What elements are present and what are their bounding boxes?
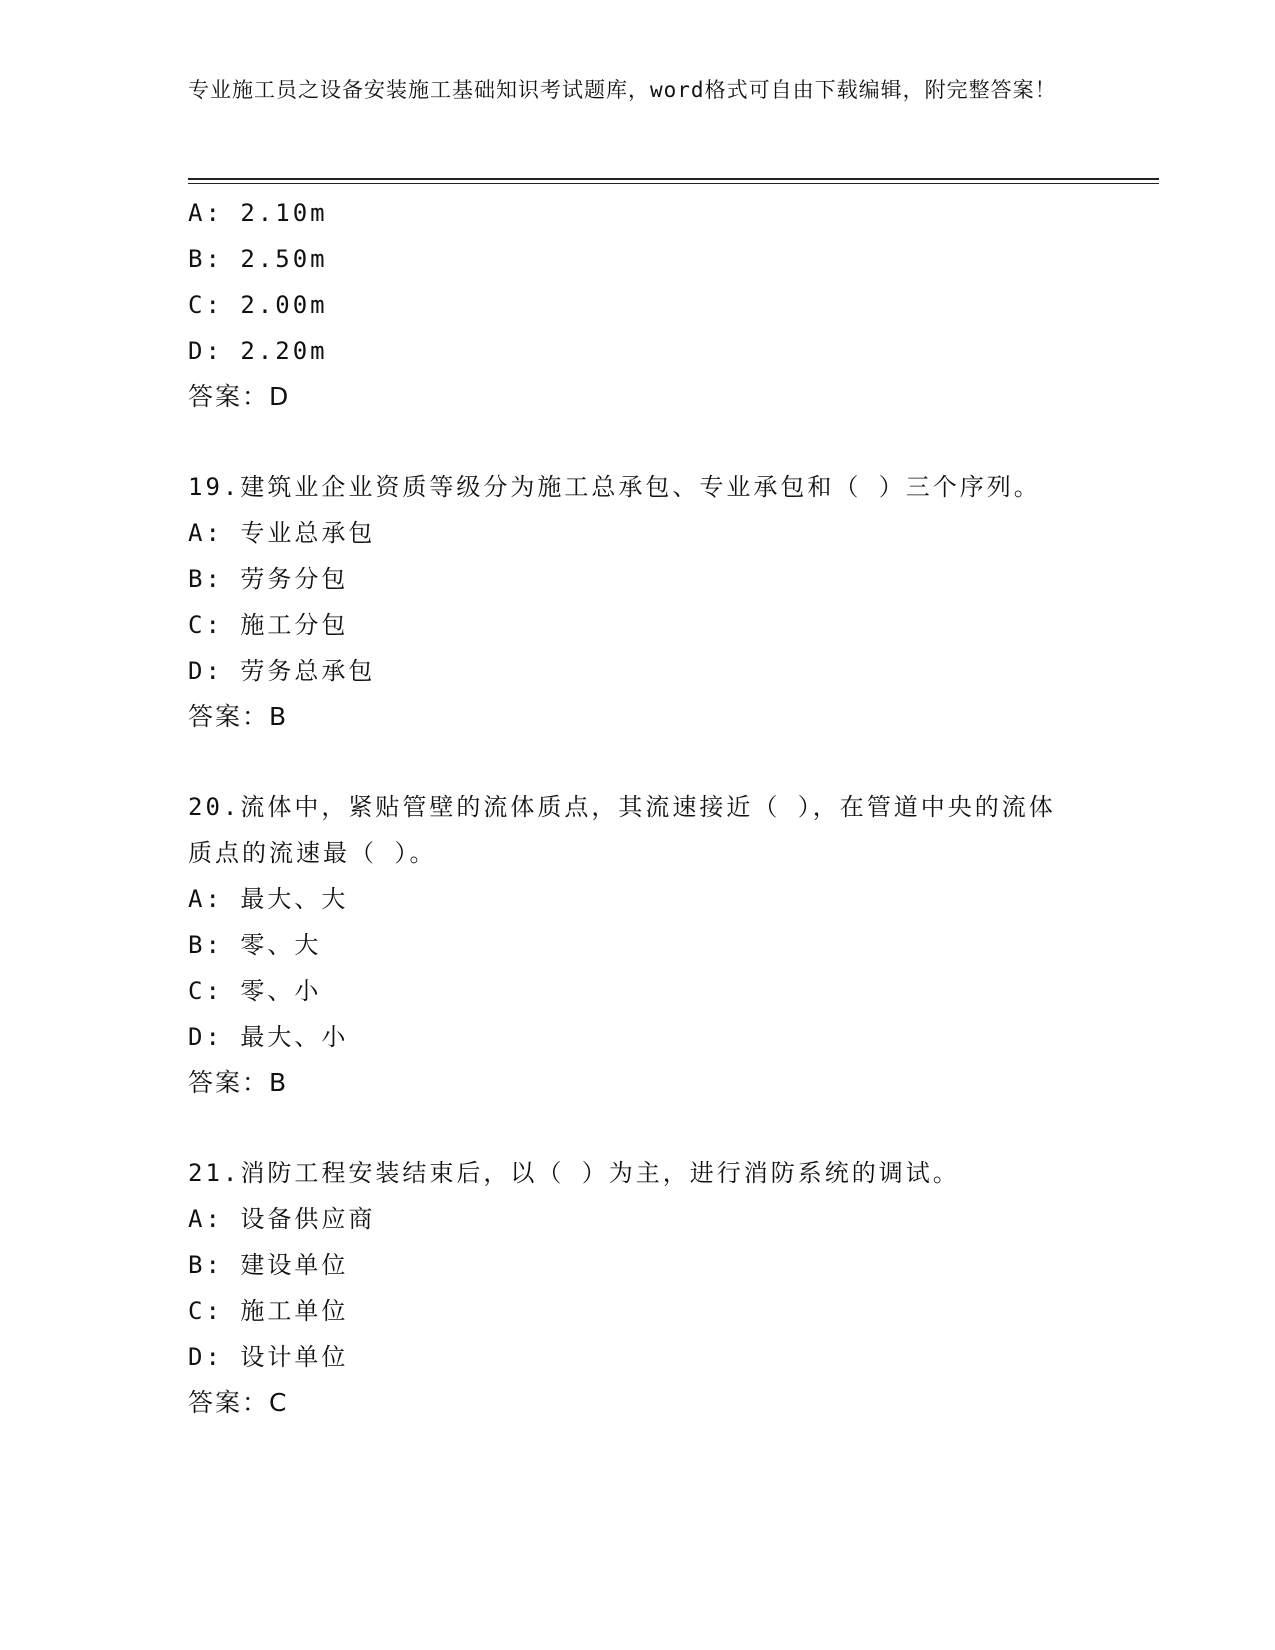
header-rule-thick (188, 178, 1159, 180)
answer: 答案：B (188, 702, 289, 731)
option-c: C: 施工分包 (188, 611, 349, 639)
option-a: A: 设备供应商 (188, 1205, 376, 1233)
option-b: B: 劳务分包 (188, 565, 349, 593)
question-text: 20.流体中，紧贴管壁的流体质点，其流速接近（ ），在管道中央的流体质点的流速最（ ）。 (188, 793, 1056, 867)
option-d: D: 2.20m (188, 337, 328, 365)
header-rule-thin (188, 183, 1159, 184)
answer: 答案：B (188, 1068, 289, 1097)
option-c: C: 2.00m (188, 291, 328, 319)
option-d: D: 设计单位 (188, 1343, 349, 1371)
option-c: C: 零、小 (188, 977, 322, 1005)
answer: 答案：D (188, 382, 291, 411)
option-a: A: 最大、大 (188, 885, 349, 913)
question-text: 21.消防工程安装结束后，以（ ）为主，进行消防系统的调试。 (188, 1159, 960, 1187)
question-21-block (188, 1150, 1088, 1426)
option-a: A: 2.10m (188, 199, 328, 227)
document-header: 专业施工员之设备安装施工基础知识考试题库，word格式可自由下载编辑，附完整答案！ (188, 78, 1057, 102)
option-d: D: 劳务总承包 (188, 657, 376, 685)
question-18-block (188, 190, 1088, 420)
question-19-block (188, 464, 1088, 740)
option-b: B: 2.50m (188, 245, 328, 273)
question-20-block (188, 784, 1088, 1106)
document-body (188, 190, 1088, 1426)
option-b: B: 建设单位 (188, 1251, 349, 1279)
option-d: D: 最大、小 (188, 1023, 349, 1051)
option-b: B: 零、大 (188, 931, 322, 959)
option-c: C: 施工单位 (188, 1297, 349, 1325)
answer: 答案：C (188, 1388, 289, 1417)
question-text: 19.建筑业企业资质等级分为施工总承包、专业承包和（ ）三个序列。 (188, 473, 1041, 501)
option-a: A: 专业总承包 (188, 519, 376, 547)
